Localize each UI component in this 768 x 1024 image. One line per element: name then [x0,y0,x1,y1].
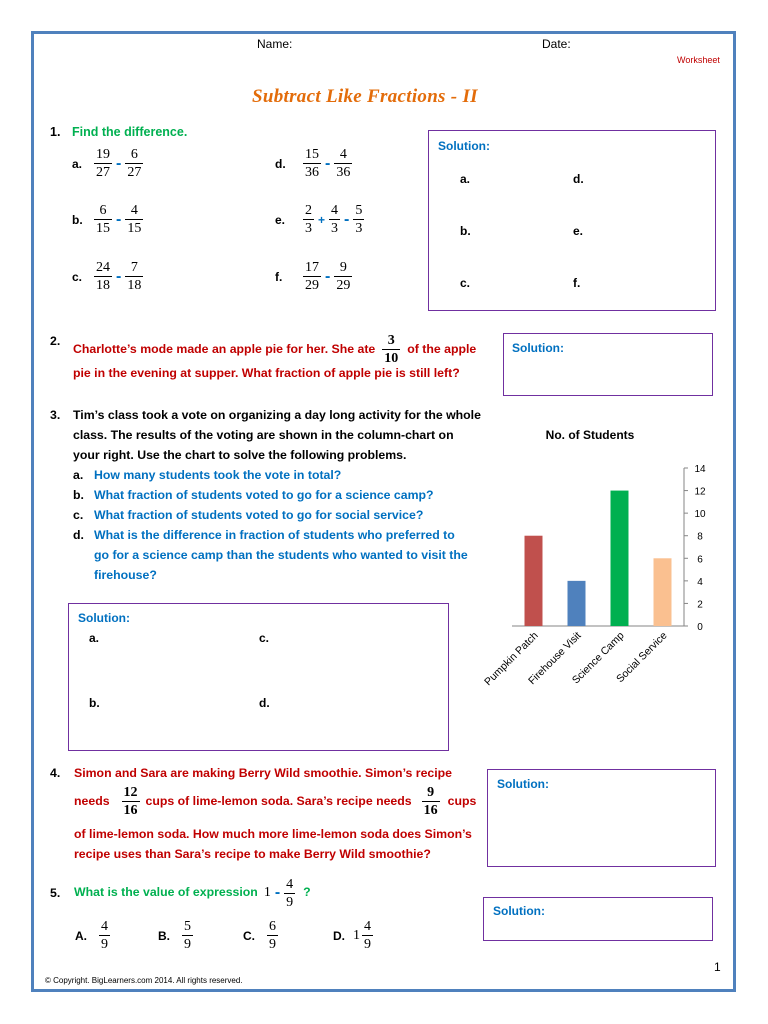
q4-line2: needs $\frac{12}{16}$ cups of lime-lemon soda. Sara’s recipe needs $\frac{9}{16}$ cups [74,785,477,818]
q3c-label: c. [73,508,84,522]
chart-x-tick-label: Firehouse Visit [526,629,584,688]
chart-x-tick-label: Social Service [614,629,670,686]
q3-line2: class. The results of the voting are shown in the column-chart on [73,428,454,442]
q3a-label: a. [73,468,84,482]
q5-prompt: What is the value of expression 1 - $\frac{4}{9}$ ? [74,876,311,910]
q1-sol-d: d. [573,172,584,186]
chart-y-tick-label: 12 [694,486,706,498]
chart-y-tick-label: 10 [694,509,706,521]
q2-number: 2. [50,334,61,348]
chart-x-tick-label: Science Camp [569,629,627,687]
q3-line3: your right. Use the chart to solve the following problems. [73,448,407,462]
chart-bar-social-service [654,558,672,626]
q2-line1: Charlotte’s mode made an apple pie for her. She ate $\frac{3}{10}$ of the apple [73,333,477,366]
chart-bar-firehouse-visit [568,581,586,626]
q1c-expression: $\frac{24}{18}$ - $\frac{7}{18}$ [96,260,142,293]
chart-y-tick-label: 8 [697,531,703,543]
q3-solution-box[interactable] [68,603,449,751]
q1-solution-box[interactable] [428,130,716,311]
q1c-label: c. [72,270,83,284]
chart-x-tick-label: Pumpkin Patch [482,629,541,689]
q1d-label: d. [275,157,286,171]
q4-line3: of lime-lemon soda. How much more lime-lemon soda does Simon’s [74,827,472,841]
q3b-label: b. [73,488,84,502]
q3d-text2: go for a science camp than the students who wanted to visit the [94,548,468,562]
q1b-expression: $\frac{6}{15}$ - $\frac{4}{15}$ [96,203,142,236]
q3d-text3: firehouse? [94,568,157,582]
q3-sol-a: a. [89,631,100,645]
q4-fraction-1: $\frac{12}{16}$ [123,785,138,818]
q1a-label: a. [72,157,83,171]
chart-y-tick-label: 2 [697,599,703,611]
q2-solution-label: Solution: [512,341,564,355]
q2-fraction: $\frac{3}{10}$ [384,333,399,366]
q1-solution-label: Solution: [438,139,490,153]
q5-option-c[interactable]: C. $\frac{6}{9}$ [243,919,276,952]
q3d-label: d. [73,528,84,542]
q1-prompt: Find the difference. [72,125,188,139]
votes-column-chart [470,420,732,740]
date-label: Date: [542,37,571,51]
q3-sol-c: c. [259,631,270,645]
q4-line1: Simon and Sara are making Berry Wild smoothie. Simon’s recipe [74,766,453,780]
q4-number: 4. [50,766,61,780]
q1d-expression: $\frac{15}{36}$ - $\frac{4}{36}$ [305,147,351,180]
chart-bar-science-camp [611,491,629,626]
q2-solution-box[interactable] [503,333,713,396]
q5-fraction: $\frac{4}{9}$ [286,876,294,910]
chart-y-tick-label: 0 [697,622,703,633]
q1-number: 1. [50,125,61,139]
q1-sol-b: b. [460,224,471,238]
q1-sol-e: e. [573,224,584,238]
worksheet-tag: Worksheet [677,55,720,65]
q3c-text: What fraction of students voted to go for social service? [94,508,424,522]
copyright: © Copyright. BigLearners.com 2014. All rights reserved. [45,976,243,985]
q5-option-b[interactable]: B. $\frac{5}{9}$ [158,919,191,952]
chart-y-tick-label: 4 [697,576,703,588]
q3-number: 3. [50,408,61,422]
q3b-text: What fraction of students voted to go for a science camp? [94,488,434,502]
chart-y-tick-label: 14 [694,464,706,475]
q1e-label: e. [275,213,286,227]
q1a-expression: $\frac{19}{27}$ - $\frac{6}{27}$ [96,147,142,180]
chart-bar-pumpkin-patch [525,536,543,626]
q3d-text: What is the difference in fraction of students who preferred to [94,528,455,542]
q3-sol-b: b. [89,696,100,710]
q1f-label: f. [275,270,283,284]
page-title: Subtract Like Fractions - II [252,86,478,107]
q3-line1: Tim’s class took a vote on organizing a day long activity for the whole [73,408,481,422]
q1b-label: b. [72,213,83,227]
q1-sol-f: f. [573,276,581,290]
q4-solution-label: Solution: [497,777,549,791]
page-number: 1 [714,960,721,974]
q4-solution-box[interactable] [487,769,716,867]
q3-solution-label: Solution: [78,611,130,625]
q5-option-a[interactable]: A. $\frac{4}{9}$ [75,919,108,952]
q5-number: 5. [50,886,61,900]
q4-fraction-2: $\frac{9}{16}$ [423,785,438,818]
q3-sol-d: d. [259,696,270,710]
q1e-expression: $\frac{2}{3}$ + $\frac{4}{3}$ - $\frac{5}{3}$ [305,203,363,236]
q1f-expression: $\frac{17}{29}$ - $\frac{9}{29}$ [305,260,351,293]
chart-y-tick-label: 6 [697,554,703,566]
q1-sol-c: c. [460,276,471,290]
q4-line4: recipe uses than Sara’s recipe to make Berry Wild smoothie? [74,847,431,861]
q5-solution-label: Solution: [493,904,545,918]
q5-option-d[interactable]: D. 1 $\frac{4}{9}$ [333,919,371,952]
q5-solution-box[interactable] [483,897,713,941]
name-label: Name: [257,37,293,51]
q2-line2: pie in the evening at supper. What fraction of apple pie is still left? [73,366,460,380]
q1-sol-a: a. [460,172,471,186]
chart-title: No. of Students [545,428,635,442]
q3a-text: How many students took the vote in total? [94,468,342,482]
